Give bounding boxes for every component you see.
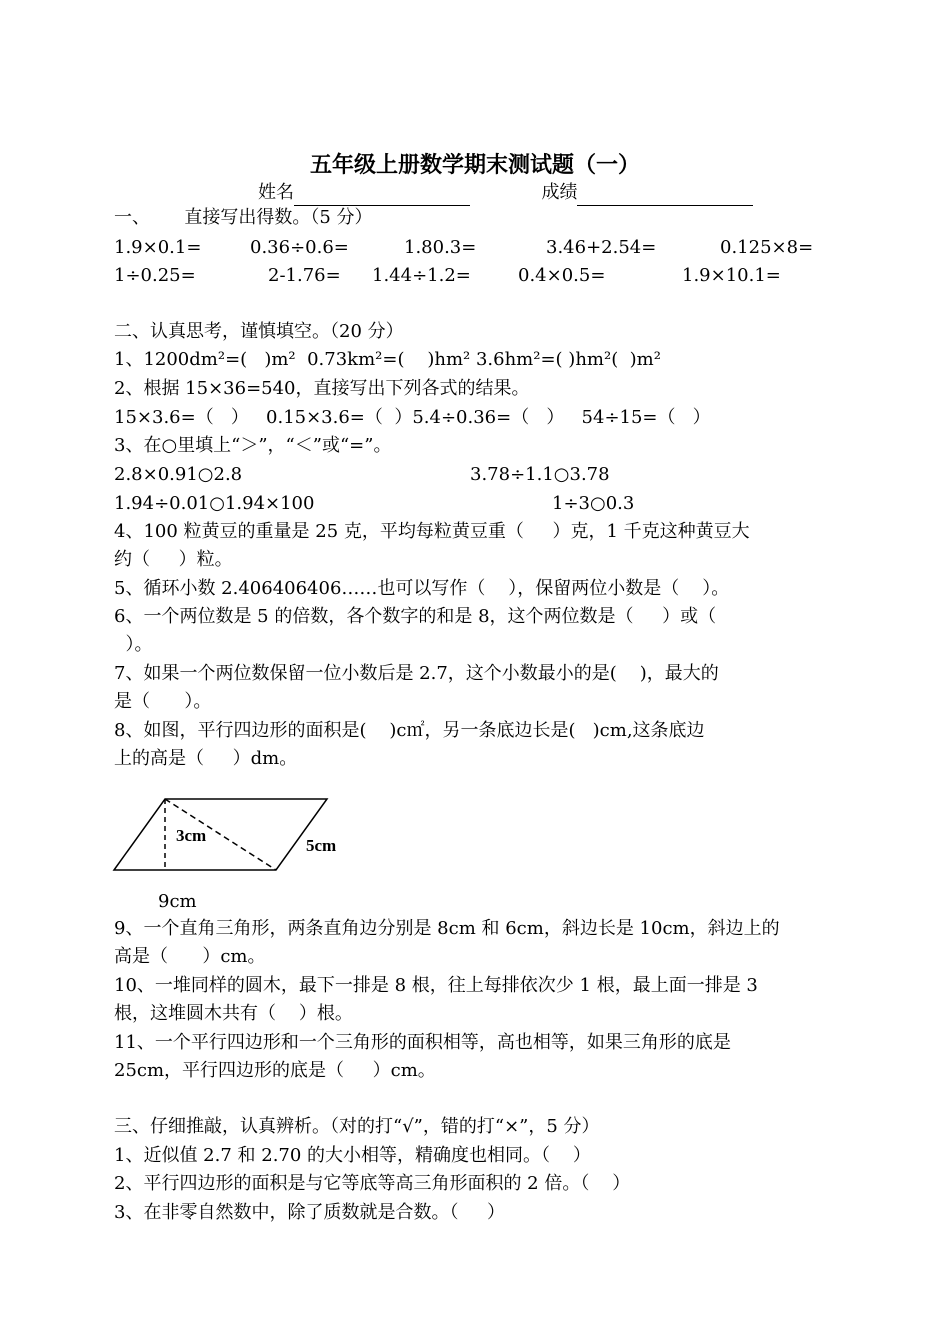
s2-q10-line2: 根，这堆圆木共有（ ）根。 xyxy=(114,1003,353,1024)
section1-heading: 一、 直接写出得数。（5 分） xyxy=(114,207,373,228)
s2-q7-line2: 是（ ）。 xyxy=(114,691,212,712)
side-label: 5cm xyxy=(306,836,337,855)
student-info-row xyxy=(258,180,753,206)
s2-q3-item4: 1÷3○0.3 xyxy=(552,493,635,514)
s2-q3-item2: 3.78÷1.1○3.78 xyxy=(470,464,610,485)
section2-heading: 二、认真思考，谨慎填空。（20 分） xyxy=(114,321,404,342)
name-label: 姓名 xyxy=(258,182,294,203)
s3-q2: 2、平行四边形的面积是与它等底等高三角形面积的 2 倍。（ ） xyxy=(114,1173,631,1194)
s2-q6-line1: 6、一个两位数是 5 的倍数，各个数字的和是 8，这个两位数是（ ）或（ xyxy=(114,606,717,627)
s2-q4-line2: 约（ ）粒。 xyxy=(114,549,233,570)
section3-heading: 三、仔细推敲，认真辨析。（对的打“√”，错的打“×”，5 分） xyxy=(114,1116,600,1137)
s2-q4-line1: 4、100 粒黄豆的重量是 25 克，平均每粒黄豆重（ ）克，1 千克这种黄豆大 xyxy=(114,521,750,542)
s2-q8-line2: 上的高是（ ）dm。 xyxy=(114,748,298,769)
s2-q2-items: 15×3.6=（ ） 0.15×3.6=（ ）5.4÷0.36=（ ） 54÷15=（ ） xyxy=(114,407,711,428)
s2-q1: 1、1200dm²=( )m² 0.73km²=( )hm² 3.6hm²=( )hm²( )m² xyxy=(114,349,661,370)
s2-q3: 3、在○里填上“＞”，“＜”或“=”。 xyxy=(114,435,392,456)
s2-q9-line2: 高是（ ）cm。 xyxy=(114,946,266,967)
s1-r1-c4: 3.46+2.54= xyxy=(546,237,657,258)
score-label: 成绩 xyxy=(541,182,578,203)
s1-r1-c5: 0.125×8= xyxy=(720,237,814,258)
s1-r2-c4: 0.4×0.5= xyxy=(518,265,606,286)
exam-title: 五年级上册数学期末测试题（一） xyxy=(309,153,640,178)
s2-q9-line1: 9、一个直角三角形，两条直角边分别是 8cm 和 6cm，斜边长是 10cm，斜边上的 xyxy=(114,918,780,939)
s2-q3-item1: 2.8×0.91○2.8 xyxy=(114,464,243,485)
s3-q1: 1、近似值 2.7 和 2.70 的大小相等，精确度也相同。（ ） xyxy=(114,1145,591,1166)
s1-r1-c2: 0.36÷0.6= xyxy=(250,237,349,258)
s1-r2-c3: 1.44÷1.2= xyxy=(372,265,471,286)
s1-r2-c2: 2-1.76= xyxy=(268,265,341,286)
s1-r1-c3: 1.80.3= xyxy=(404,237,477,258)
s2-q2: 2、根据 15×36=540，直接写出下列各式的结果。 xyxy=(114,378,530,399)
s3-q3: 3、在非零自然数中，除了质数就是合数。（ ） xyxy=(114,1202,506,1223)
s1-r2-c5: 1.9×10.1= xyxy=(682,265,781,286)
s2-q3-item3: 1.94÷0.01○1.94×100 xyxy=(114,493,315,514)
s2-q7-line1: 7、如果一个两位数保留一位小数后是 2.7，这个小数最小的是( )，最大的 xyxy=(114,663,719,684)
s2-q11-line1: 11、一个平行四边形和一个三角形的面积相等，高也相等，如果三角形的底是 xyxy=(114,1032,731,1053)
s1-r1-c1: 1.9×0.1= xyxy=(114,237,202,258)
s2-q11-line2: 25cm，平行四边形的底是（ ）cm。 xyxy=(114,1060,436,1081)
s2-q10-line1: 10、一堆同样的圆木，最下一排是 8 根，往上每排依次少 1 根，最上面一排是 3 xyxy=(114,975,758,996)
base-label: 9cm xyxy=(158,891,197,912)
height-label: 3cm xyxy=(176,826,207,845)
parallelogram-figure xyxy=(110,792,350,892)
s1-r2-c1: 1÷0.25= xyxy=(114,265,196,286)
s2-q5: 5、循环小数 2.406406406……也可以写作（ ），保留两位小数是（ ）。 xyxy=(114,578,730,599)
s2-q6-line2: ）。 xyxy=(114,634,153,655)
score-blank[interactable] xyxy=(577,187,753,206)
s2-q8-line1: 8、如图，平行四边形的面积是( )c㎡，另一条底边长是( )cm,这条底边 xyxy=(114,720,705,741)
